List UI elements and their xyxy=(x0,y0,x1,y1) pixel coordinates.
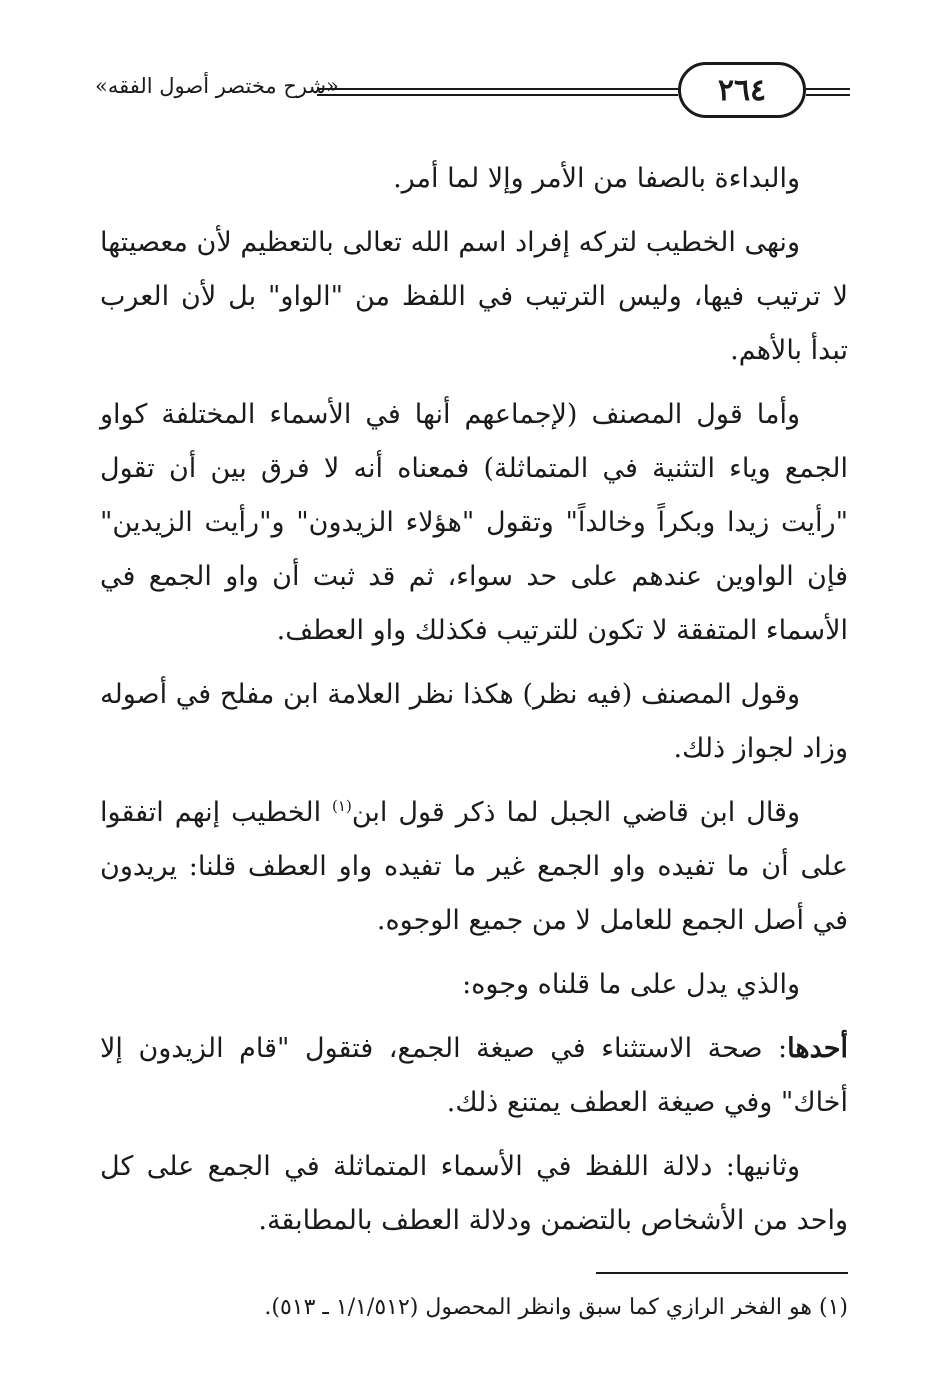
page-number: ٢٦٤ xyxy=(717,72,767,108)
paragraph: وأما قول المصنف (لإجماعهم أنها في الأسماء المختلفة كواو الجمع وياء التثنية في المتماثلة) فمعناه أنه لا فرق بين أن تقول "رأيت زيدا وبكراً وخالداً" وتقول "هؤلاء الزيدون" و"رأيت الزيدين" فإن الواوين عندهم على حد سواء، ثم قد ثبت أن واو الجمع في الأسماء المتفقة لا تكون للترتيب فكذلك واو العطف. xyxy=(100,399,848,646)
paragraph-text: الخطيب إنهم اتفقوا على أن ما تفيده واو الجمع غير ما تفيده واو العطف قلنا: يريدون في أصل الجمع للعامل لا من جميع الوجوه. xyxy=(100,797,848,936)
main-text xyxy=(100,152,848,1258)
paragraph xyxy=(100,1022,848,1130)
footnote: (١) هو الفخر الرازي كما سبق وانظر المحصول (١/١/٥١٢ ـ ٥١٣). xyxy=(264,1295,848,1320)
paragraph: والبداءة بالصفا من الأمر وإلا لما أمر. xyxy=(393,163,800,194)
bold-label: أحدها xyxy=(787,1033,848,1064)
paragraph: والذي يدل على ما قلناه وجوه: xyxy=(462,969,800,1000)
paragraph-text: وقال ابن قاضي الجبل لما ذكر قول ابن xyxy=(351,797,800,828)
header-rule-left xyxy=(317,94,678,96)
header-rule-right xyxy=(806,88,850,90)
footnote-reference[interactable]: (١) xyxy=(332,797,352,815)
paragraph xyxy=(100,786,848,948)
page-number-badge xyxy=(678,62,806,118)
running-title: «شرح مختصر أصول الفقه» xyxy=(95,74,339,98)
footnote-separator xyxy=(596,1272,848,1274)
paragraph-text: : صحة الاستثناء في صيغة الجمع، فتقول "قام الزيدون إلا أخاك" وفي صيغة العطف يمتنع ذلك. xyxy=(100,1033,848,1118)
paragraph: وثانيها: دلالة اللفظ في الأسماء المتماثلة في الجمع على كل واحد من الأشخاص بالتضمن ودلالة العطف بالمطابقة. xyxy=(100,1151,848,1236)
header-rule-left xyxy=(317,88,678,90)
page-header xyxy=(95,62,850,124)
paragraph: ونهى الخطيب لتركه إفراد اسم الله تعالى بالتعظيم لأن معصيتها لا ترتيب فيها، وليس الترتيب في اللفظ من "الواو" بل لأن العرب تبدأ بالأهم. xyxy=(100,227,848,366)
header-rule-right xyxy=(806,94,850,96)
paragraph: وقول المصنف (فيه نظر) هكذا نظر العلامة ابن مفلح في أصوله وزاد لجواز ذلك. xyxy=(100,679,848,764)
